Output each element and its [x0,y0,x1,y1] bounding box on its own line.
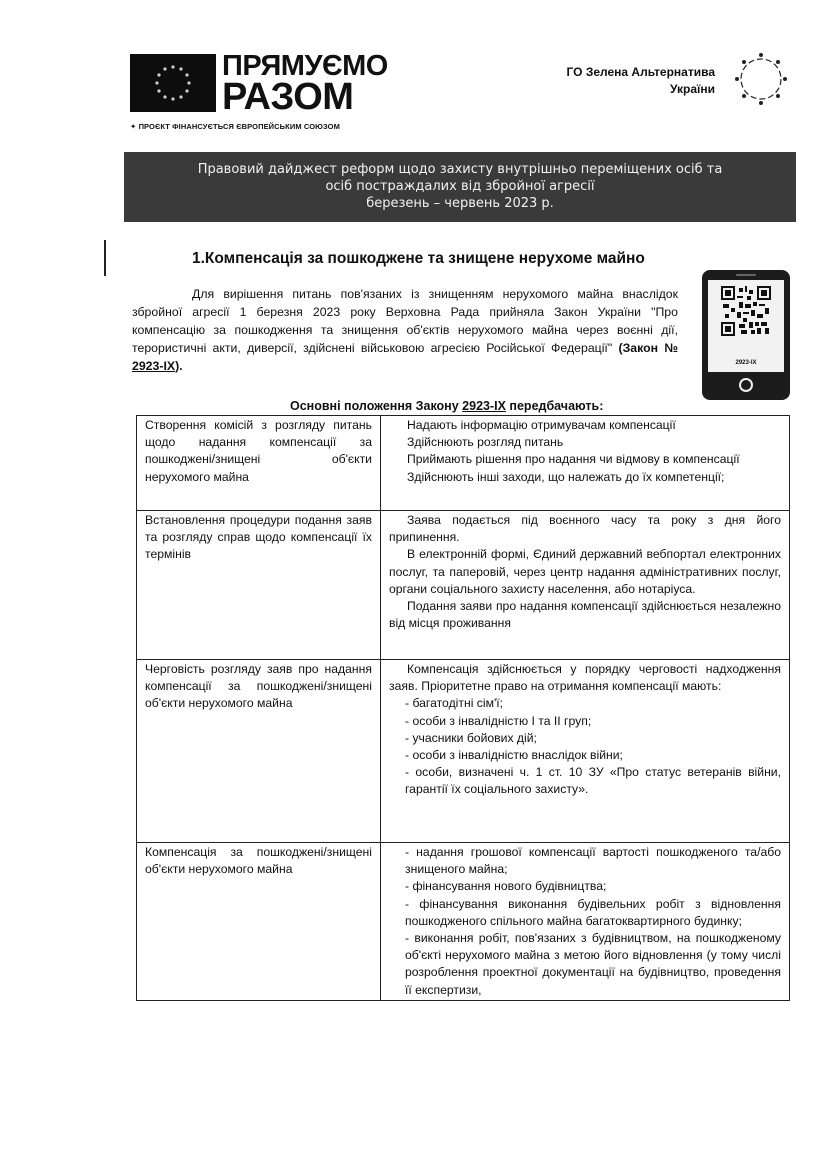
list-item: - особи, визначені ч. 1 ст. 10 ЗУ «Про статус ветеранів війни, гарантії їх соціального захисту». [405,765,781,797]
cell-paragraph: Здійснюють інші заходи, що належать до їх компетенції; [407,469,725,484]
phone-home-button [739,378,753,392]
organization-emblem-icon [732,50,790,113]
eu-flag-logo [130,54,216,112]
table-cell-right [381,511,790,660]
phone-screen [708,280,784,372]
banner-line2: осіб постраждалих від збройної агресії [325,179,595,194]
table-caption-suffix: передбачають: [505,399,604,413]
list-item: - фінансування нового будівництва; [405,879,607,894]
program-logo-line2: РАЗОМ [222,76,354,118]
list-item: - фінансування виконання будівельних робіт з відновлення пошкодженого спільного майна багатоквартирного будинку; [405,896,781,928]
list-item: - учасники бойових дій; [405,730,537,745]
cell-paragraph: Подання заяви про надання компенсації здійснюється незалежно від місця проживання [389,599,781,631]
cell-paragraph: Надають інформацію отримувачам компенсації [407,418,676,432]
eu-stars-icon [130,54,216,112]
margin-mark [104,240,106,276]
law-provisions-table [136,415,790,1001]
list-item: - надання грошової компенсації вартості пошкодженого та/або знищеного майна; [405,845,781,877]
table-cell-left: Компенсація за пошкоджені/знищені об'єкти нерухомого майна [137,843,381,1001]
section-title: 1.Компенсація за пошкоджене та знищене нерухоме майно [192,250,645,267]
table-row [137,511,790,660]
intro-law-close: ). [175,359,183,373]
organization-name [567,64,715,98]
list-item: - виконання робіт, пов'язаних з будівництвом, на пошкодженому об'єкті нерухомого майна з метою його відновлення (у тому числі розроблення проектної документації на будівництво, проведення її експертизи, [405,931,781,997]
intro-law-open: (Закон № [618,341,678,355]
phone-speaker [736,274,756,276]
table-cell-right [381,660,790,843]
table-cell-left: Створення комісій з розгляду питань щодо надання компенсації за пошкоджені/знищені об'єкти нерухомого майна [137,416,381,511]
table-row [137,843,790,1001]
table-row [137,660,790,843]
cell-paragraph: Заява подається під воєнного часу та року з дня його припинення. [389,513,781,545]
cell-paragraph: В електронній формі, Єдиний державний вебпортал електронних послуг, та паперовій, через центр надання адміністративних послуг, органи соціального захисту населення, або нотаріуса. [389,547,781,596]
intro-paragraph [132,285,678,375]
table-caption-prefix: Основні положення Закону [290,399,463,413]
list-item: - багатодітні сім'ї; [405,696,504,711]
qr-code-icon[interactable] [721,286,771,336]
intro-law-number: 2923-IX [132,359,176,373]
table-row [137,416,790,511]
table-caption [290,399,603,413]
cell-paragraph: Компенсація здійснюється у порядку черговості надходження заяв. Пріоритетне право на отримання компенсації мають: [389,662,781,694]
list-item: - особи з інвалідністю І та ІІ груп; [405,713,592,728]
cell-paragraph: Приймають рішення про надання чи відмову в компенсації [407,452,740,467]
table-cell-left: Встановлення процедури подання заяв та розгляду справ щодо компенсації їх термінів [137,511,381,660]
banner-line1: Правовий дайджест реформ щодо захисту внутрішньо переміщених осіб та [197,162,723,177]
table-caption-law-number: 2923-IX [462,399,506,413]
organization-name-line2: України [669,82,715,96]
qr-code-label: 2923-IX [735,360,757,366]
list-item: - особи з інвалідністю внаслідок війни; [405,748,623,763]
table-cell-right [381,843,790,1001]
table-cell-left: Черговість розгляду заяв про надання компенсації за пошкоджені/знищені об'єкти нерухомого майна [137,660,381,843]
table-cell-right [381,416,790,511]
banner-line3: березень – червень 2023 р. [366,196,554,211]
cell-paragraph: Здійснюють розгляд питань [407,435,564,450]
digest-title-banner [124,152,796,222]
program-logo-line1: ПРЯМУЄМО [222,50,388,82]
phone-qr-graphic [702,270,790,400]
intro-text: Для вирішення питань пов'язаних із знищенням нерухомого майна внаслідок збройної агресії 1 березня 2023 року Верховна Рада прийняла Закон України "Про компенсацію за пошкодження та знищення об'єктів нерухомого майна через воєнні дії, терористичні акти, диверсії, здійснені військовою агресією Російської Федерації" [132,287,678,355]
organization-name-line1: ГО Зелена Альтернатива [566,65,715,79]
eu-funding-note: ✦ ПРОЄКТ ФІНАНСУЄТЬСЯ ЄВРОПЕЙСЬКИМ СОЮЗОМ [130,122,340,131]
